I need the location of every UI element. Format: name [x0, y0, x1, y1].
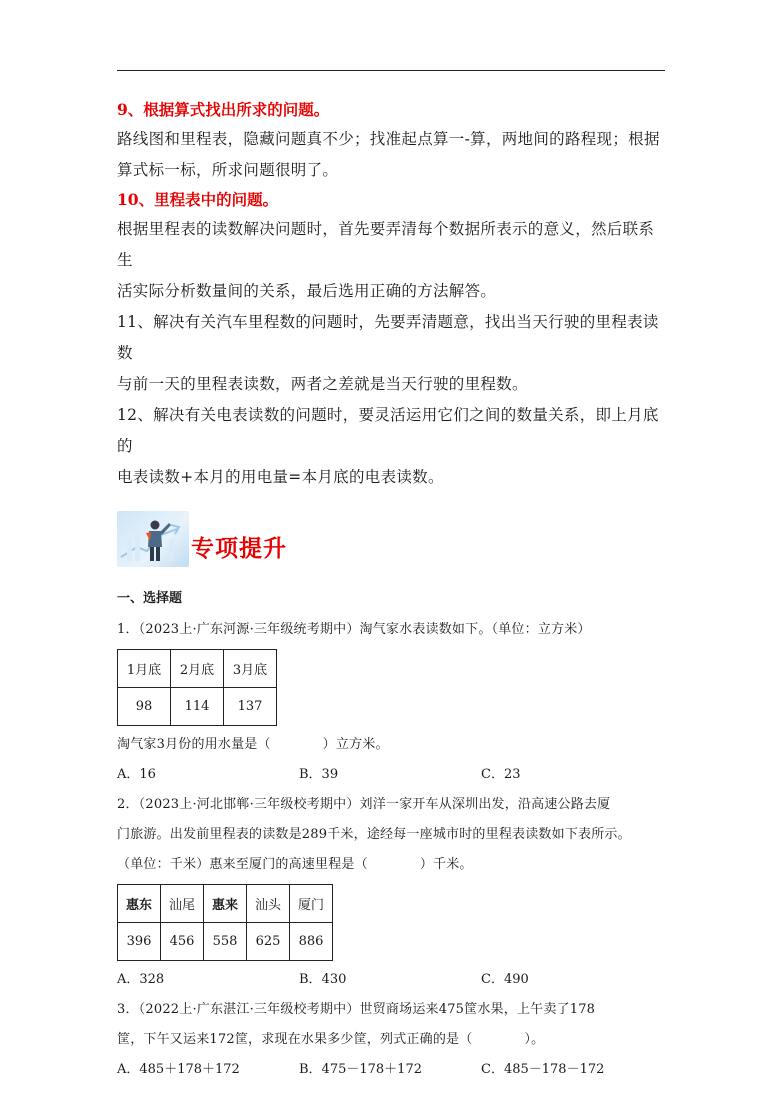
table-cell: 456 [161, 923, 204, 961]
table-cell: 625 [247, 923, 290, 961]
tip-line: 算式标一标，所求问题很明了。 [117, 161, 339, 179]
tip-line: 路线图和里程表，隐藏问题真不少；找准起点算一-算，两地间的路程现；根据 [117, 130, 660, 148]
tip-line: 根据里程表的读数解决问题时，首先要弄清每个数据所表示的意义，然后联系生 [117, 220, 655, 269]
question-ask [117, 1025, 669, 1055]
tip-line: 与前一天的里程表读数，两者之差就是当天行驶的里程数。 [117, 375, 528, 393]
tip-heading: 9、根据算式找出所求的问题。 [117, 100, 330, 119]
option-a: A．328 [117, 972, 165, 987]
ask-text: 筐，下午又运来172筐，求现在水果多少筐，列式正确的是（ [117, 1032, 473, 1047]
content [117, 96, 669, 1085]
section-title: 一、选择题 [117, 591, 183, 606]
tip-9 [117, 96, 669, 186]
option-b: B．430 [299, 972, 347, 987]
question-stem: 门旅游。出发前里程表的读数是289千米，途经每一座城市时的里程表读数如下表所示。 [117, 827, 631, 842]
table-header: 惠东 [118, 885, 161, 923]
ask-text: ）立方米。 [322, 737, 389, 752]
water-meter-table [117, 649, 277, 726]
section-banner [117, 507, 669, 567]
ask-text: ）。 [524, 1032, 545, 1047]
table-cell: 396 [118, 923, 161, 961]
table-header: 1月底 [118, 650, 171, 688]
question-ask [117, 850, 669, 880]
option-c: C．485－178－172 [481, 1062, 605, 1077]
option-b: B．475－178＋172 [299, 1062, 422, 1077]
table-header: 3月底 [224, 650, 277, 688]
question-2 [117, 790, 669, 995]
option-c: C．23 [481, 767, 521, 782]
tip-10 [117, 186, 669, 307]
tip-line: 11、解决有关汽车里程数的问题时，先要弄清题意，找出当天行驶的里程表读数 [117, 313, 659, 362]
teacher-presenting-icon [117, 511, 189, 567]
header-rule [117, 70, 665, 71]
table-header: 汕头 [247, 885, 290, 923]
table-header: 汕尾 [161, 885, 204, 923]
table-header: 厦门 [290, 885, 333, 923]
table-cell: 886 [290, 923, 333, 961]
odometer-table [117, 884, 333, 961]
tip-11 [117, 307, 669, 400]
answer-options [117, 965, 669, 995]
question-3 [117, 995, 669, 1085]
question-ask [117, 730, 669, 760]
tip-line: 电表读数+本月的用电量=本月底的电表读数。 [117, 468, 444, 486]
tip-line: 12、解决有关电表读数的问题时，要灵活运用它们之间的数量关系，即上月底的 [117, 406, 659, 455]
question-stem: 1．（2023上·广东河源·三年级统考期中）淘气家水表读数如下。（单位：立方米） [117, 622, 591, 637]
question-stem: 3．（2022上·广东湛江·三年级校考期中）世贸商场运来475筐水果，上午卖了178 [117, 1002, 596, 1017]
question-1 [117, 615, 669, 790]
tip-heading: 10、里程表中的问题。 [117, 190, 279, 209]
question-stem: 2．（2023上·河北邯郸·三年级校考期中）刘洋一家开车从深圳出发，沿高速公路去厦 [117, 797, 611, 812]
table-cell: 137 [224, 688, 277, 726]
table-cell: 98 [118, 688, 171, 726]
table-header: 2月底 [171, 650, 224, 688]
banner-title: 专项提升 [191, 535, 287, 562]
answer-options [117, 760, 669, 790]
tip-line: 活实际分析数量间的关系，最后选用正确的方法解答。 [117, 282, 497, 300]
answer-options [117, 1055, 669, 1085]
ask-text: ）千米。 [419, 857, 473, 872]
table-cell: 558 [204, 923, 247, 961]
ask-text: （单位：千米）惠来至厦门的高速里程是（ [117, 857, 368, 872]
option-a: A．16 [117, 767, 156, 782]
ask-text: 淘气家3月份的用水量是（ [117, 737, 271, 752]
table-cell: 114 [171, 688, 224, 726]
option-c: C．490 [481, 972, 529, 987]
tip-12 [117, 400, 669, 493]
option-a: A．485＋178＋172 [117, 1062, 240, 1077]
table-header: 惠来 [204, 885, 247, 923]
option-b: B．39 [299, 767, 339, 782]
